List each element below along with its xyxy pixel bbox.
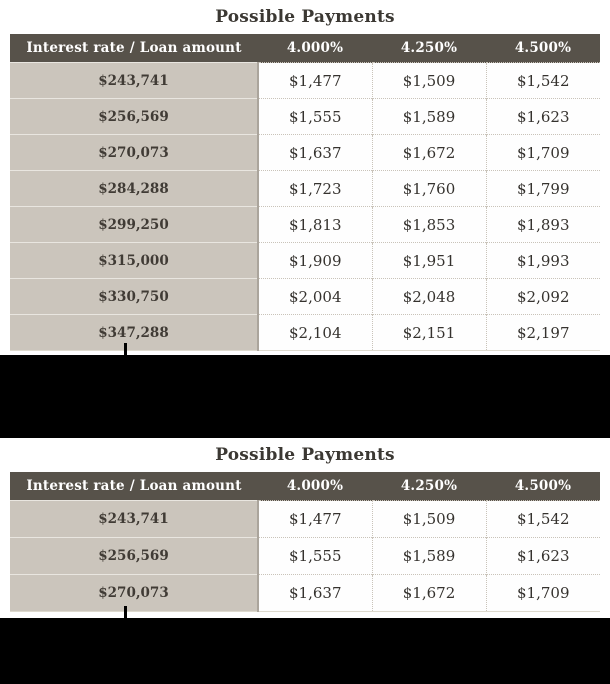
table-row [10, 99, 600, 135]
payment-cell: $1,637 [258, 135, 372, 171]
callout-tick-bottom [124, 606, 127, 618]
header-rate-4500: 4.500% [486, 34, 600, 63]
table-row [10, 63, 600, 99]
payment-cell: $2,151 [372, 315, 486, 351]
possible-payments-table-full [10, 34, 600, 351]
header-rate-4500: 4.500% [486, 472, 600, 501]
table-title: Possible Payments [215, 445, 395, 465]
payment-cell: $1,509 [372, 63, 486, 99]
table-title: Possible Payments [215, 7, 395, 27]
payment-cell: $1,760 [372, 171, 486, 207]
payment-cell: $1,477 [258, 63, 372, 99]
table-row [10, 315, 600, 351]
table-row [10, 501, 600, 538]
table-row [10, 243, 600, 279]
payment-cell: $1,993 [486, 243, 600, 279]
header-loan-amount: Interest rate / Loan amount [10, 34, 258, 63]
loan-amount-cell: $330,750 [10, 279, 258, 315]
table-row [10, 135, 600, 171]
payment-cell: $1,477 [258, 501, 372, 538]
payment-cell: $1,709 [486, 135, 600, 171]
header-rate-4250: 4.250% [372, 34, 486, 63]
loan-amount-cell: $243,741 [10, 501, 258, 538]
loan-amount-cell: $270,073 [10, 575, 258, 612]
loan-amount-cell: $256,569 [10, 538, 258, 575]
payment-cell: $1,893 [486, 207, 600, 243]
header-rate-4000: 4.000% [258, 34, 372, 63]
payment-cell: $1,951 [372, 243, 486, 279]
payment-cell: $1,589 [372, 538, 486, 575]
payment-cell: $2,004 [258, 279, 372, 315]
loan-amount-cell: $284,288 [10, 171, 258, 207]
payment-cell: $2,197 [486, 315, 600, 351]
payment-cell: $1,555 [258, 538, 372, 575]
payment-cell: $1,813 [258, 207, 372, 243]
payment-cell: $1,555 [258, 99, 372, 135]
possible-payments-table-partial [10, 472, 600, 612]
payment-cell: $1,723 [258, 171, 372, 207]
payment-cell: $1,799 [486, 171, 600, 207]
payment-cell: $2,092 [486, 279, 600, 315]
table-row [10, 279, 600, 315]
table-row [10, 575, 600, 612]
table-header-row [10, 34, 600, 63]
table-row [10, 538, 600, 575]
loan-amount-cell: $299,250 [10, 207, 258, 243]
loan-amount-cell: $347,288 [10, 315, 258, 351]
header-rate-4250: 4.250% [372, 472, 486, 501]
loan-amount-cell: $256,569 [10, 99, 258, 135]
payments-panel-bottom [0, 438, 610, 618]
header-rate-4000: 4.000% [258, 472, 372, 501]
payment-cell: $1,589 [372, 99, 486, 135]
payment-cell: $1,672 [372, 135, 486, 171]
payment-cell: $1,623 [486, 99, 600, 135]
separator-band [0, 355, 610, 438]
payment-cell: $1,542 [486, 63, 600, 99]
payment-cell: $1,909 [258, 243, 372, 279]
payment-cell: $2,048 [372, 279, 486, 315]
payment-cell: $2,104 [258, 315, 372, 351]
loan-amount-cell: $270,073 [10, 135, 258, 171]
payment-cell: $1,709 [486, 575, 600, 612]
payment-cell: $1,542 [486, 501, 600, 538]
table-row [10, 171, 600, 207]
callout-tick-top [124, 343, 127, 355]
payment-cell: $1,509 [372, 501, 486, 538]
payment-cell: $1,672 [372, 575, 486, 612]
table-row [10, 207, 600, 243]
loan-amount-cell: $243,741 [10, 63, 258, 99]
payment-cell: $1,853 [372, 207, 486, 243]
loan-amount-cell: $315,000 [10, 243, 258, 279]
payment-cell: $1,623 [486, 538, 600, 575]
header-loan-amount: Interest rate / Loan amount [10, 472, 258, 501]
table-header-row [10, 472, 600, 501]
payment-cell: $1,637 [258, 575, 372, 612]
bottom-band [0, 618, 610, 684]
